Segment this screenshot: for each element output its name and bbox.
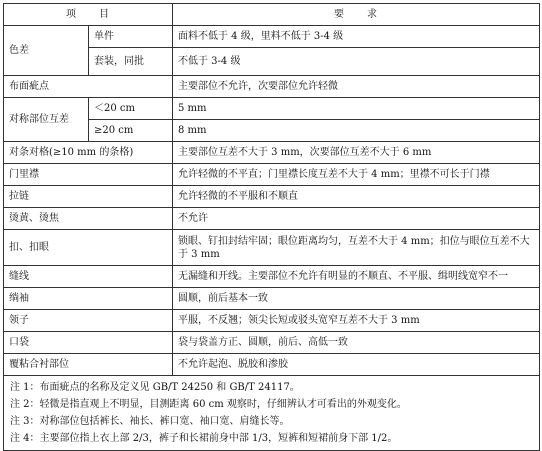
- table-row: [4, 266, 540, 288]
- value-sleeves: 圆顺，前后基本一致: [173, 288, 540, 310]
- table-row: [4, 164, 540, 186]
- row-label-ironing: 烫黄、烫焦: [4, 208, 173, 230]
- note-4: 注 4：主要部位指上衣上部 2/3，裤子和长裙前身中部 1/3，短裤和短裙前身下部 1/2。: [10, 433, 398, 444]
- table-row: [4, 186, 540, 208]
- table-row: [4, 208, 540, 230]
- sub-label-lt20: ＜20 cm: [89, 98, 173, 120]
- table-row: [4, 354, 540, 376]
- row-label-color-diff: 色差: [4, 26, 89, 76]
- value-bonding: 不允许起泡、脱胶和渗胶: [173, 354, 540, 376]
- value-lt20: 5 mm: [173, 98, 540, 120]
- row-label-collar: 领子: [4, 310, 173, 332]
- value-stripes: 主要部位互差不大于 3 mm，次要部位互差不大于 6 mm: [173, 142, 540, 164]
- appearance-requirements-table: [3, 3, 540, 451]
- value-pocket: 袋与袋盖方正、圆顺，前后、高低一致: [173, 332, 540, 354]
- row-label-fly: 门里襟: [4, 164, 173, 186]
- table-row: [4, 310, 540, 332]
- sub-label-ge20: ≥20 cm: [89, 120, 173, 142]
- sub-label-set: 套装，同批: [89, 48, 173, 76]
- header-item: 项 目: [4, 4, 173, 26]
- value-buttons: 锁眼、钉扣封结牢固；眼位距离均匀，互差不大于 4 mm；扣位与眼位互差不大于 3 mm: [173, 230, 540, 266]
- value-collar: 平服，不反翘；领尖长短或驳头宽窄互差不大于 3 mm: [173, 310, 540, 332]
- row-label-buttons: 扣、扣眼: [4, 230, 173, 266]
- note-1: 注 1：布面疵点的名称及定义见 GB/T 24250 和 GB/T 24117。: [10, 382, 300, 393]
- row-label-bonding: 覆粘合衬部位: [4, 354, 173, 376]
- row-label-sleeves: 绱袖: [4, 288, 173, 310]
- table-row: [4, 98, 540, 120]
- value-single: 面料不低于 4 级，里料不低于 3-4 级: [173, 26, 540, 48]
- note-2: 注 2：轻微是指直观上不明显，目测距离 60 cm 观察时，仔细辨认才可看出的外观变化。: [10, 399, 407, 410]
- value-set: 不低于 3-4 级: [173, 48, 540, 76]
- header-requirement: 要 求: [173, 4, 540, 26]
- table-row: [4, 76, 540, 98]
- value-defects: 主要部位不允许，次要部位允许轻微: [173, 76, 540, 98]
- value-fly: 允许轻微的不平直；门里襟长度互差不大于 4 mm；里襟不可长于门襟: [173, 164, 540, 186]
- row-label-symmetric: 对称部位互差: [4, 98, 89, 142]
- notes-cell: [4, 376, 540, 451]
- value-ge20: 8 mm: [173, 120, 540, 142]
- sub-label-single: 单件: [89, 26, 173, 48]
- row-label-zipper: 拉链: [4, 186, 173, 208]
- table-header-row: [4, 4, 540, 26]
- row-label-seams: 缝线: [4, 266, 173, 288]
- table-row: [4, 288, 540, 310]
- notes-row: [4, 376, 540, 451]
- row-label-stripes: 对条对格(≥10 mm 的条格): [4, 142, 173, 164]
- note-3: 注 3：对称部位包括裤长、袖长、裤口宽、袖口宽、肩缝长等。: [10, 416, 290, 427]
- value-seams: 无漏缝和开线。主要部位不允许有明显的不顺直、不平服、缉明线宽窄不一: [173, 266, 540, 288]
- value-zipper: 允许轻微的不平服和不顺直: [173, 186, 540, 208]
- row-label-defects: 布面疵点: [4, 76, 173, 98]
- table-row: [4, 230, 540, 266]
- value-ironing: 不允许: [173, 208, 540, 230]
- table-row: [4, 142, 540, 164]
- table-row: [4, 26, 540, 48]
- table-row: [4, 332, 540, 354]
- row-label-pocket: 口袋: [4, 332, 173, 354]
